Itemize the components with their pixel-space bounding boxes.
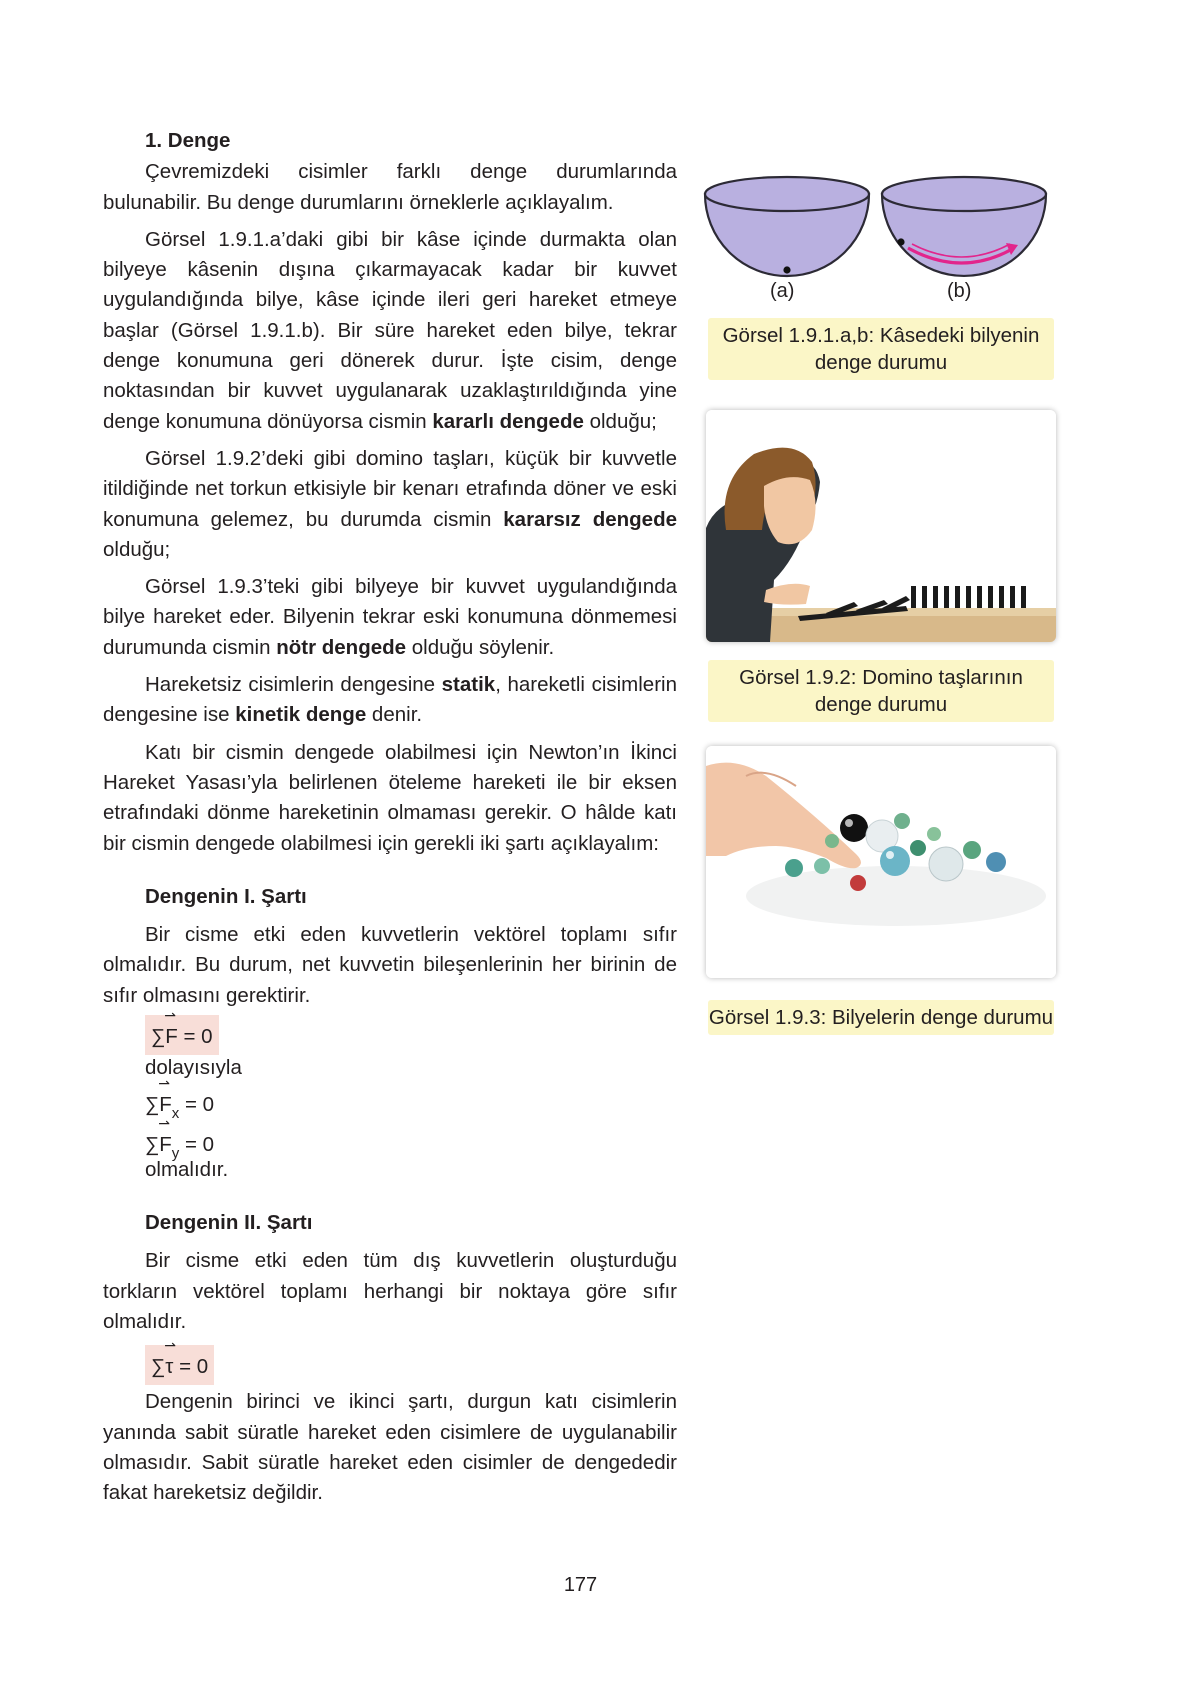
text-run: olduğu söylenir. (406, 635, 555, 659)
bowls-diagram (700, 172, 1070, 307)
paragraph-intro: Çevremizdeki cisimler farklı denge durumlarında bulunabilir. Bu denge durumlarını örneklerle açıklayalım. (103, 160, 677, 214)
vector-arrow: ⇀ (158, 1115, 170, 1132)
marbles-illustration (706, 746, 1056, 978)
torque-symbol: τ (165, 1355, 174, 1379)
paragraph-conditions-intro: Katı bir cismin dengede olabilmesi için Newton’ın İkinci Hareket Yasası’yla belirlenen öteleme hareketi ile bir eksen etrafındaki dönme hareketinin olmaması gerekir. O hâlde katı bir cismin dengede olabilmesi için gerekli iki şartı açıklayalım: (103, 740, 677, 855)
vector-arrow: ⇀ (164, 1007, 176, 1024)
term-neutral-equilibrium: nötr dengede (276, 635, 407, 659)
equals-zero: = 0 (179, 1355, 209, 1379)
term-kinetic: kinetik denge (235, 703, 367, 727)
condition1-title: Dengenin I. Şartı (145, 884, 307, 908)
domino-photo (706, 410, 1056, 642)
paragraph-unstable (103, 444, 677, 565)
condition2-title: Dengenin II. Şartı (145, 1211, 313, 1235)
text-run: olduğu; (583, 409, 657, 433)
text-run: denir. (366, 703, 423, 727)
equals-zero: = 0 (183, 1025, 213, 1049)
caption-bowls: Görsel 1.9.1.a,b: Kâsedeki bilyenin denge durumu (708, 318, 1054, 380)
formula-sum-fx (145, 1075, 677, 1125)
sum-symbol: ∑ (151, 1026, 166, 1049)
condition1-text: Bir cisme etki eden kuvvetlerin vektörel toplamı sıfır olmalıdır. Bu durum, net kuvvetin bileşenlerinin her birinin de sıfır olmasını gerektirir. (103, 923, 677, 1007)
paragraph-static-kinetic (103, 670, 677, 731)
force-symbol: F (165, 1025, 178, 1049)
text-run: Hareketsiz cisimlerin dengesine (145, 673, 442, 697)
subscript-y: y (171, 1145, 180, 1163)
text-run: Görsel 1.9.3’teki gibi bilyeye bir kuvvet uygulandığında bilye hareket eder. Bilyenin tekrar eski konumuna dönmemesi durumunda cismin (103, 575, 677, 659)
paragraph-stable (103, 225, 677, 437)
force-symbol: F (159, 1133, 172, 1157)
vector-tau (164, 1337, 176, 1387)
bowl-b (882, 177, 1046, 276)
text-run: olduğu; (103, 537, 171, 561)
closing-text: olmalıdır. (145, 1158, 229, 1182)
equals-zero: = 0 (185, 1093, 215, 1117)
vector-arrow: ⇀ (158, 1075, 170, 1092)
connector-text: dolayısıyla (145, 1056, 242, 1080)
section-title: 1. Denge (145, 129, 231, 152)
term-stable-equilibrium: kararlı dengede (432, 409, 584, 433)
sum-symbol: ∑ (145, 1094, 160, 1117)
paragraph-neutral (103, 572, 677, 663)
caption-dominoes: Görsel 1.9.2: Domino taşlarının denge durumu (708, 660, 1054, 722)
term-static: statik (441, 673, 496, 697)
bowl-a (705, 177, 869, 276)
term-unstable-equilibrium: kararsız dengede (503, 507, 677, 531)
formula-sum-f (145, 1007, 219, 1055)
text-column (103, 126, 677, 1508)
formula-sum-tau (145, 1337, 214, 1385)
vector-arrow: ⇀ (164, 1337, 176, 1354)
sum-symbol: ∑ (145, 1134, 160, 1157)
vector-f (158, 1115, 172, 1165)
equals-zero: = 0 (185, 1133, 215, 1157)
text-run: Görsel 1.9.2’deki gibi domino taşları, küçük bir kuvvetle itildiğinde net torkun etkisiyle bir kenarı etrafında döner ve eski konumuna gelemez, bu durumda cismin (103, 446, 677, 531)
marbles-photo (706, 746, 1056, 978)
text-run: , hareketli cisimlerin dengesine ise (103, 673, 677, 727)
domino-illustration (706, 410, 1056, 642)
conclusion-paragraph: Dengenin birinci ve ikinci şartı, durgun katı cisimlerin yanında sabit süratle hareket eden cisimlere de uygulanabilir olmasıdır. Sabit süratle hareket eden cisimler de dengededir fakat hareketsiz değildir. (103, 1390, 677, 1505)
marble-b (897, 238, 904, 245)
marble-a (783, 266, 790, 273)
page-number: 177 (563, 1574, 598, 1596)
condition2-text: Bir cisme etki eden tüm dış kuvvetlerin oluşturduğu torkların vektörel toplamı herhangi bir noktaya göre sıfır olmalıdır. (103, 1249, 677, 1333)
force-symbol: F (159, 1093, 172, 1117)
sum-symbol: ∑ (151, 1356, 166, 1379)
caption-marbles: Görsel 1.9.3: Bilyelerin denge durumu (708, 1000, 1054, 1035)
vector-f (164, 1007, 178, 1057)
text-run: Görsel 1.9.1.a’daki gibi bir kâse içinde durmakta olan bilyeye kâsenin dışına çıkarmayacak kadar bir kuvvet uygulandığında bilye, kâse içinde ileri geri hareket etmeye başlar (Görsel 1.9.1.b). Bir süre hareket eden bilye, tekrar denge konumuna geri dönerek durur. İşte cisim, denge noktasından bir kuvvet uygulanarak uzaklaştırıldığında yine denge konumuna dönüyorsa cismin (103, 227, 677, 433)
bowl-label-b: (b) (947, 280, 972, 302)
subscript-x: x (171, 1105, 180, 1123)
bowl-label-a: (a) (770, 280, 795, 302)
